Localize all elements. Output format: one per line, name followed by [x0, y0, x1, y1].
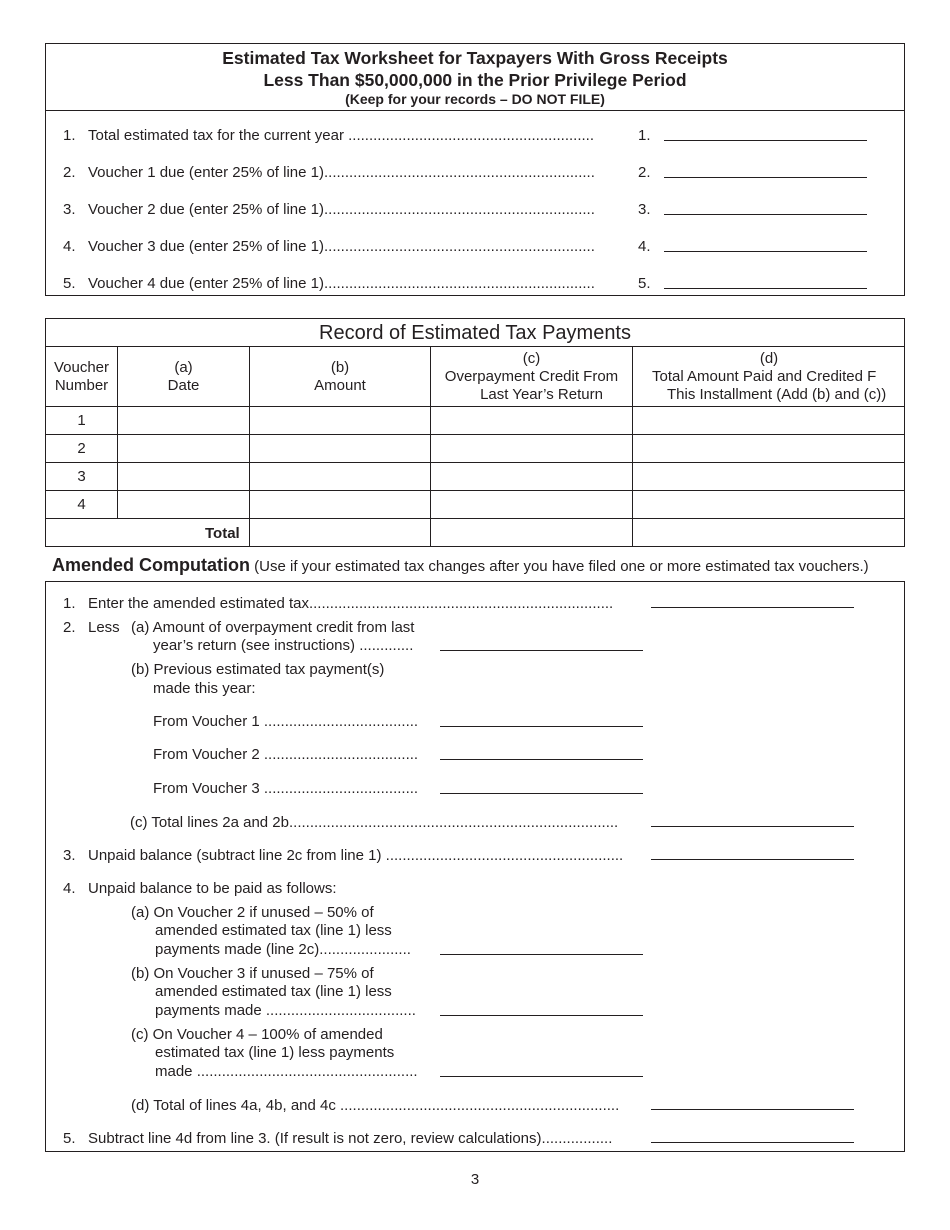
worksheet-subtitle: (Keep for your records – DO NOT FILE) [345, 91, 605, 107]
voucher-row-number: 1 [77, 412, 86, 429]
worksheet-line-ref: 3. [638, 201, 651, 218]
row-divider [45, 518, 905, 519]
amended-4a-entry[interactable] [440, 954, 643, 955]
amended-4c-label: estimated tax (line 1) less payments [155, 1044, 395, 1061]
page-number: 3 [470, 1171, 480, 1188]
header-voucher-number: Voucher [53, 359, 110, 376]
amended-line-5-entry[interactable] [651, 1142, 854, 1143]
amended-2a-label: (a) Amount of overpayment credit from last [131, 619, 415, 636]
amended-4d-label: (d) Total of lines 4a, 4b, and 4c ................................................................... [131, 1097, 620, 1114]
amended-4a-label: payments made (line 2c)...................... [155, 941, 411, 958]
row-divider [45, 406, 905, 407]
header-total-paid: (d) [759, 350, 779, 367]
row-divider [45, 462, 905, 463]
from-voucher-3-label: From Voucher 3 ..................................... [153, 780, 419, 797]
amended-line-5-label: Subtract line 4d from line 3. (If result is not zero, review calculations)................. [88, 1130, 613, 1147]
amended-4c-entry[interactable] [440, 1076, 643, 1077]
header-amount: (b) [330, 359, 350, 376]
voucher-row-number: 3 [77, 468, 86, 485]
worksheet-line-number: 4. [63, 238, 76, 255]
from-voucher-1-entry[interactable] [440, 726, 643, 727]
worksheet-line-entry[interactable] [664, 214, 867, 215]
amended-4d-entry[interactable] [651, 1109, 854, 1110]
amended-heading-note: (Use if your estimated tax changes after you have filed one or more estimated tax vouchers.) [254, 558, 869, 575]
header-total-paid: Total Amount Paid and Credited F [652, 368, 877, 385]
amended-2a-entry[interactable] [440, 650, 643, 651]
from-voucher-2-entry[interactable] [440, 759, 643, 760]
header-date: (a) [174, 359, 193, 376]
header-voucher-number: Number [54, 377, 109, 394]
amended-2b-label: made this year: [153, 680, 256, 697]
amended-4b-label: (b) On Voucher 3 if unused – 75% of [131, 965, 374, 982]
worksheet-line-entry[interactable] [664, 177, 867, 178]
amended-less-label: Less [88, 619, 120, 636]
worksheet-line-entry[interactable] [664, 288, 867, 289]
header-overpayment-credit: (c) [522, 350, 541, 367]
total-row-label: Total [205, 525, 240, 542]
from-voucher-3-entry[interactable] [440, 793, 643, 794]
row-divider [45, 490, 905, 491]
amended-heading: Amended Computation [52, 555, 250, 575]
header-total-paid: This Installment (Add (b) and (c)) [667, 386, 887, 403]
worksheet-line-label: Total estimated tax for the current year ........................................................... [88, 127, 595, 144]
record-table-title: Record of Estimated Tax Payments [319, 322, 631, 344]
worksheet-line-ref: 1. [638, 127, 651, 144]
header-date: Date [167, 377, 200, 394]
from-voucher-2-label: From Voucher 2 ..................................... [153, 746, 419, 763]
amended-4a-label: (a) On Voucher 2 if unused – 50% of [131, 904, 374, 921]
worksheet-line-entry[interactable] [664, 251, 867, 252]
amended-line-number: 2. [63, 619, 76, 636]
record-title-divider [45, 346, 905, 347]
worksheet-line-number: 2. [63, 164, 76, 181]
amended-line-1-entry[interactable] [651, 607, 854, 608]
worksheet-title-line1: Estimated Tax Worksheet for Taxpayers With Gross Receipts [222, 48, 728, 68]
voucher-row-number: 2 [77, 440, 86, 457]
amended-4c-label: made ..................................................... [155, 1063, 418, 1080]
amended-4b-label: amended estimated tax (line 1) less [155, 983, 392, 1000]
amended-line-3-entry[interactable] [651, 859, 854, 860]
worksheet-line-entry[interactable] [664, 140, 867, 141]
worksheet-line-label: Voucher 2 due (enter 25% of line 1)................................................................. [88, 201, 595, 218]
row-divider [45, 434, 905, 435]
amended-heading-row [52, 554, 869, 578]
amended-2c-label: (c) Total lines 2a and 2b............................................................................... [130, 814, 619, 831]
worksheet-line-number: 5. [63, 275, 76, 292]
from-voucher-1-label: From Voucher 1 ..................................... [153, 713, 419, 730]
worksheet-line-number: 3. [63, 201, 76, 218]
amended-line-number: 4. [63, 880, 76, 897]
worksheet-line-number: 1. [63, 127, 76, 144]
amended-4a-label: amended estimated tax (line 1) less [155, 922, 392, 939]
worksheet-title-divider [45, 110, 905, 111]
worksheet-line-ref: 2. [638, 164, 651, 181]
amended-line-number: 3. [63, 847, 76, 864]
amended-2c-entry[interactable] [651, 826, 854, 827]
worksheet-line-label: Voucher 4 due (enter 25% of line 1)................................................................. [88, 275, 595, 292]
amended-line-number: 5. [63, 1130, 76, 1147]
worksheet-line-label: Voucher 3 due (enter 25% of line 1)................................................................. [88, 238, 595, 255]
amended-line-3-label: Unpaid balance (subtract line 2c from line 1) ......................................................... [88, 847, 624, 864]
amended-2a-label: year’s return (see instructions) ............. [153, 637, 414, 654]
header-overpayment-credit: Last Year’s Return [480, 386, 603, 403]
amended-4c-label: (c) On Voucher 4 – 100% of amended [131, 1026, 383, 1043]
amended-4b-label: payments made .................................... [155, 1002, 416, 1019]
amended-4b-entry[interactable] [440, 1015, 643, 1016]
voucher-row-number: 4 [77, 496, 86, 513]
column-divider [632, 346, 633, 547]
worksheet-line-ref: 4. [638, 238, 651, 255]
amended-2b-label: (b) Previous estimated tax payment(s) [131, 661, 385, 678]
worksheet-line-label: Voucher 1 due (enter 25% of line 1)................................................................. [88, 164, 595, 181]
amended-line-number: 1. [63, 595, 76, 612]
header-overpayment-credit: Overpayment Credit From [444, 368, 619, 385]
worksheet-line-ref: 5. [638, 275, 651, 292]
worksheet-title-line2: Less Than $50,000,000 in the Prior Privilege Period [263, 70, 687, 90]
amended-line-4-label: Unpaid balance to be paid as follows: [88, 880, 337, 897]
header-amount: Amount [314, 377, 366, 394]
amended-line-1-label: Enter the amended estimated tax......................................................................... [88, 595, 614, 612]
